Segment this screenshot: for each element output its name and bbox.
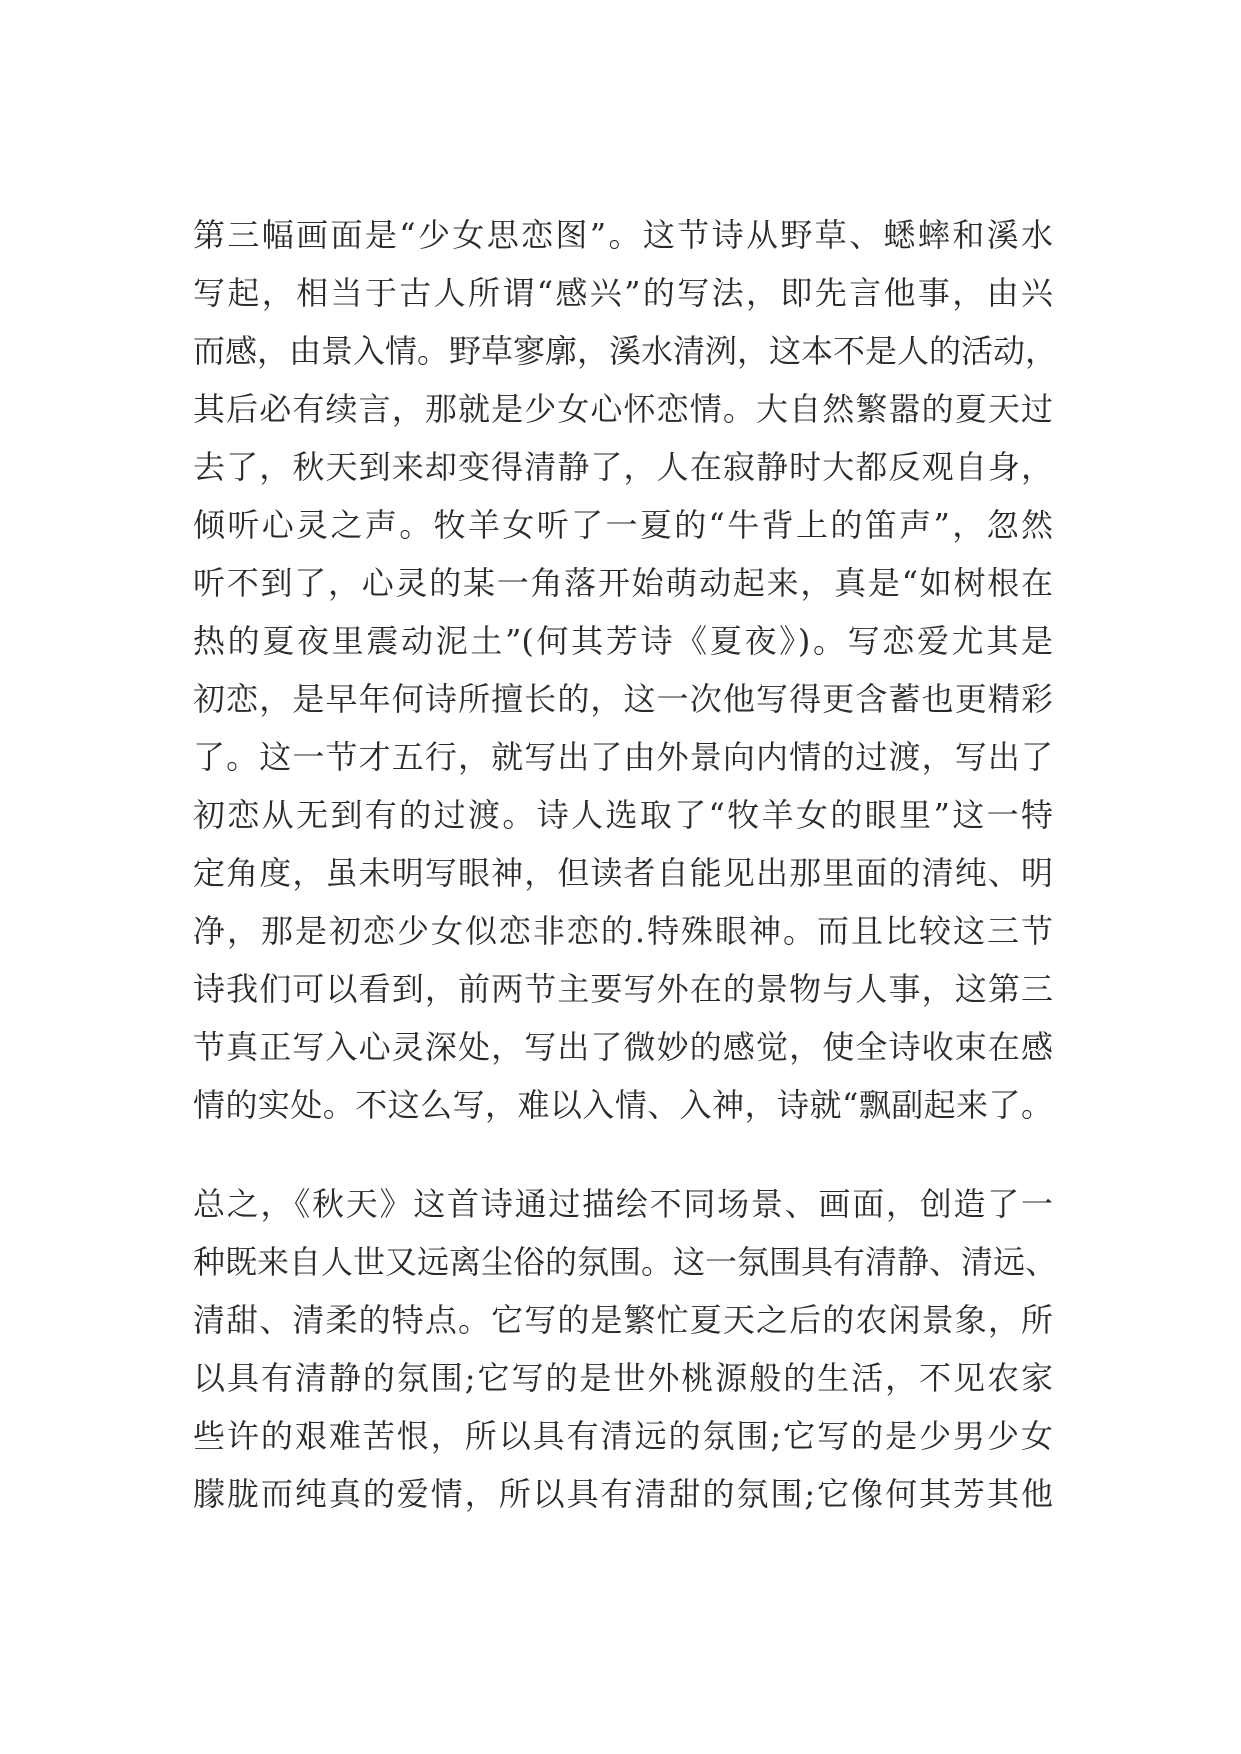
- text-line: 去了，秋天到来却变得清静了，人在寂静时大都反观自身，: [193, 448, 1053, 486]
- text-line: 情的实处。不这么写，难以入情、入神，诗就“飘副起来了。: [193, 1086, 1053, 1124]
- text-line: 朦胧而纯真的爱情，所以具有清甜的氛围;它像何其芳其他: [193, 1475, 1053, 1513]
- text-line: 倾听心灵之声。牧羊女听了一夏的“牛背上的笛声”，忽然: [193, 506, 1053, 544]
- paragraph-2: [193, 1175, 1058, 1523]
- text-line: 热的夏夜里震动泥土”(何其芳诗《夏夜》)。写恋爱尤其是: [193, 622, 1053, 660]
- text-line: 初恋从无到有的过渡。诗人选取了“牧羊女的眼里”这一特: [193, 796, 1053, 834]
- text-line: 了。这一节才五行，就写出了由外景向内情的过渡，写出了: [193, 738, 1053, 776]
- text-line: 初恋，是早年何诗所擅长的，这一次他写得更含蓄也更精彩: [193, 680, 1053, 718]
- text-line: 清甜、清柔的特点。它写的是繁忙夏天之后的农闲景象，所: [193, 1301, 1053, 1339]
- text-line: 总之，《秋天》这首诗通过描绘不同场景、画面，创造了一: [193, 1185, 1053, 1223]
- text-line: 诗我们可以看到，前两节主要写外在的景物与人事，这第三: [193, 970, 1053, 1008]
- text-line: 听不到了，心灵的某一角落开始萌动起来，真是“如树根在: [193, 564, 1053, 602]
- text-line: 节真正写入心灵深处，写出了微妙的感觉，使全诗收束在感: [193, 1028, 1053, 1066]
- text-line: 写起，相当于古人所谓“感兴”的写法，即先言他事，由兴: [193, 274, 1053, 312]
- text-line: 第三幅画面是“少女思恋图”。这节诗从野草、蟋蟀和溪水: [193, 216, 1053, 254]
- text-line: 以具有清静的氛围;它写的是世外桃源般的生活，不见农家: [193, 1359, 1053, 1397]
- text-line: 些许的艰难苦恨，所以具有清远的氛围;它写的是少男少女: [193, 1417, 1053, 1455]
- text-line: 种既来自人世又远离尘俗的氛围。这一氛围具有清静、清远、: [193, 1243, 1058, 1281]
- text-line: 净，那是初恋少女似恋非恋的.特殊眼神。而且比较这三节: [193, 912, 1053, 950]
- paragraph-1: [193, 206, 1058, 1134]
- text-line: 而感，由景入情。野草寥廓，溪水清洌，这本不是人的活动，: [193, 332, 1058, 370]
- text-line: 其后必有续言，那就是少女心怀恋情。大自然繁嚣的夏天过: [193, 390, 1053, 428]
- text-line: 定角度，虽未明写眼神，但读者自能见出那里面的清纯、明: [193, 854, 1053, 892]
